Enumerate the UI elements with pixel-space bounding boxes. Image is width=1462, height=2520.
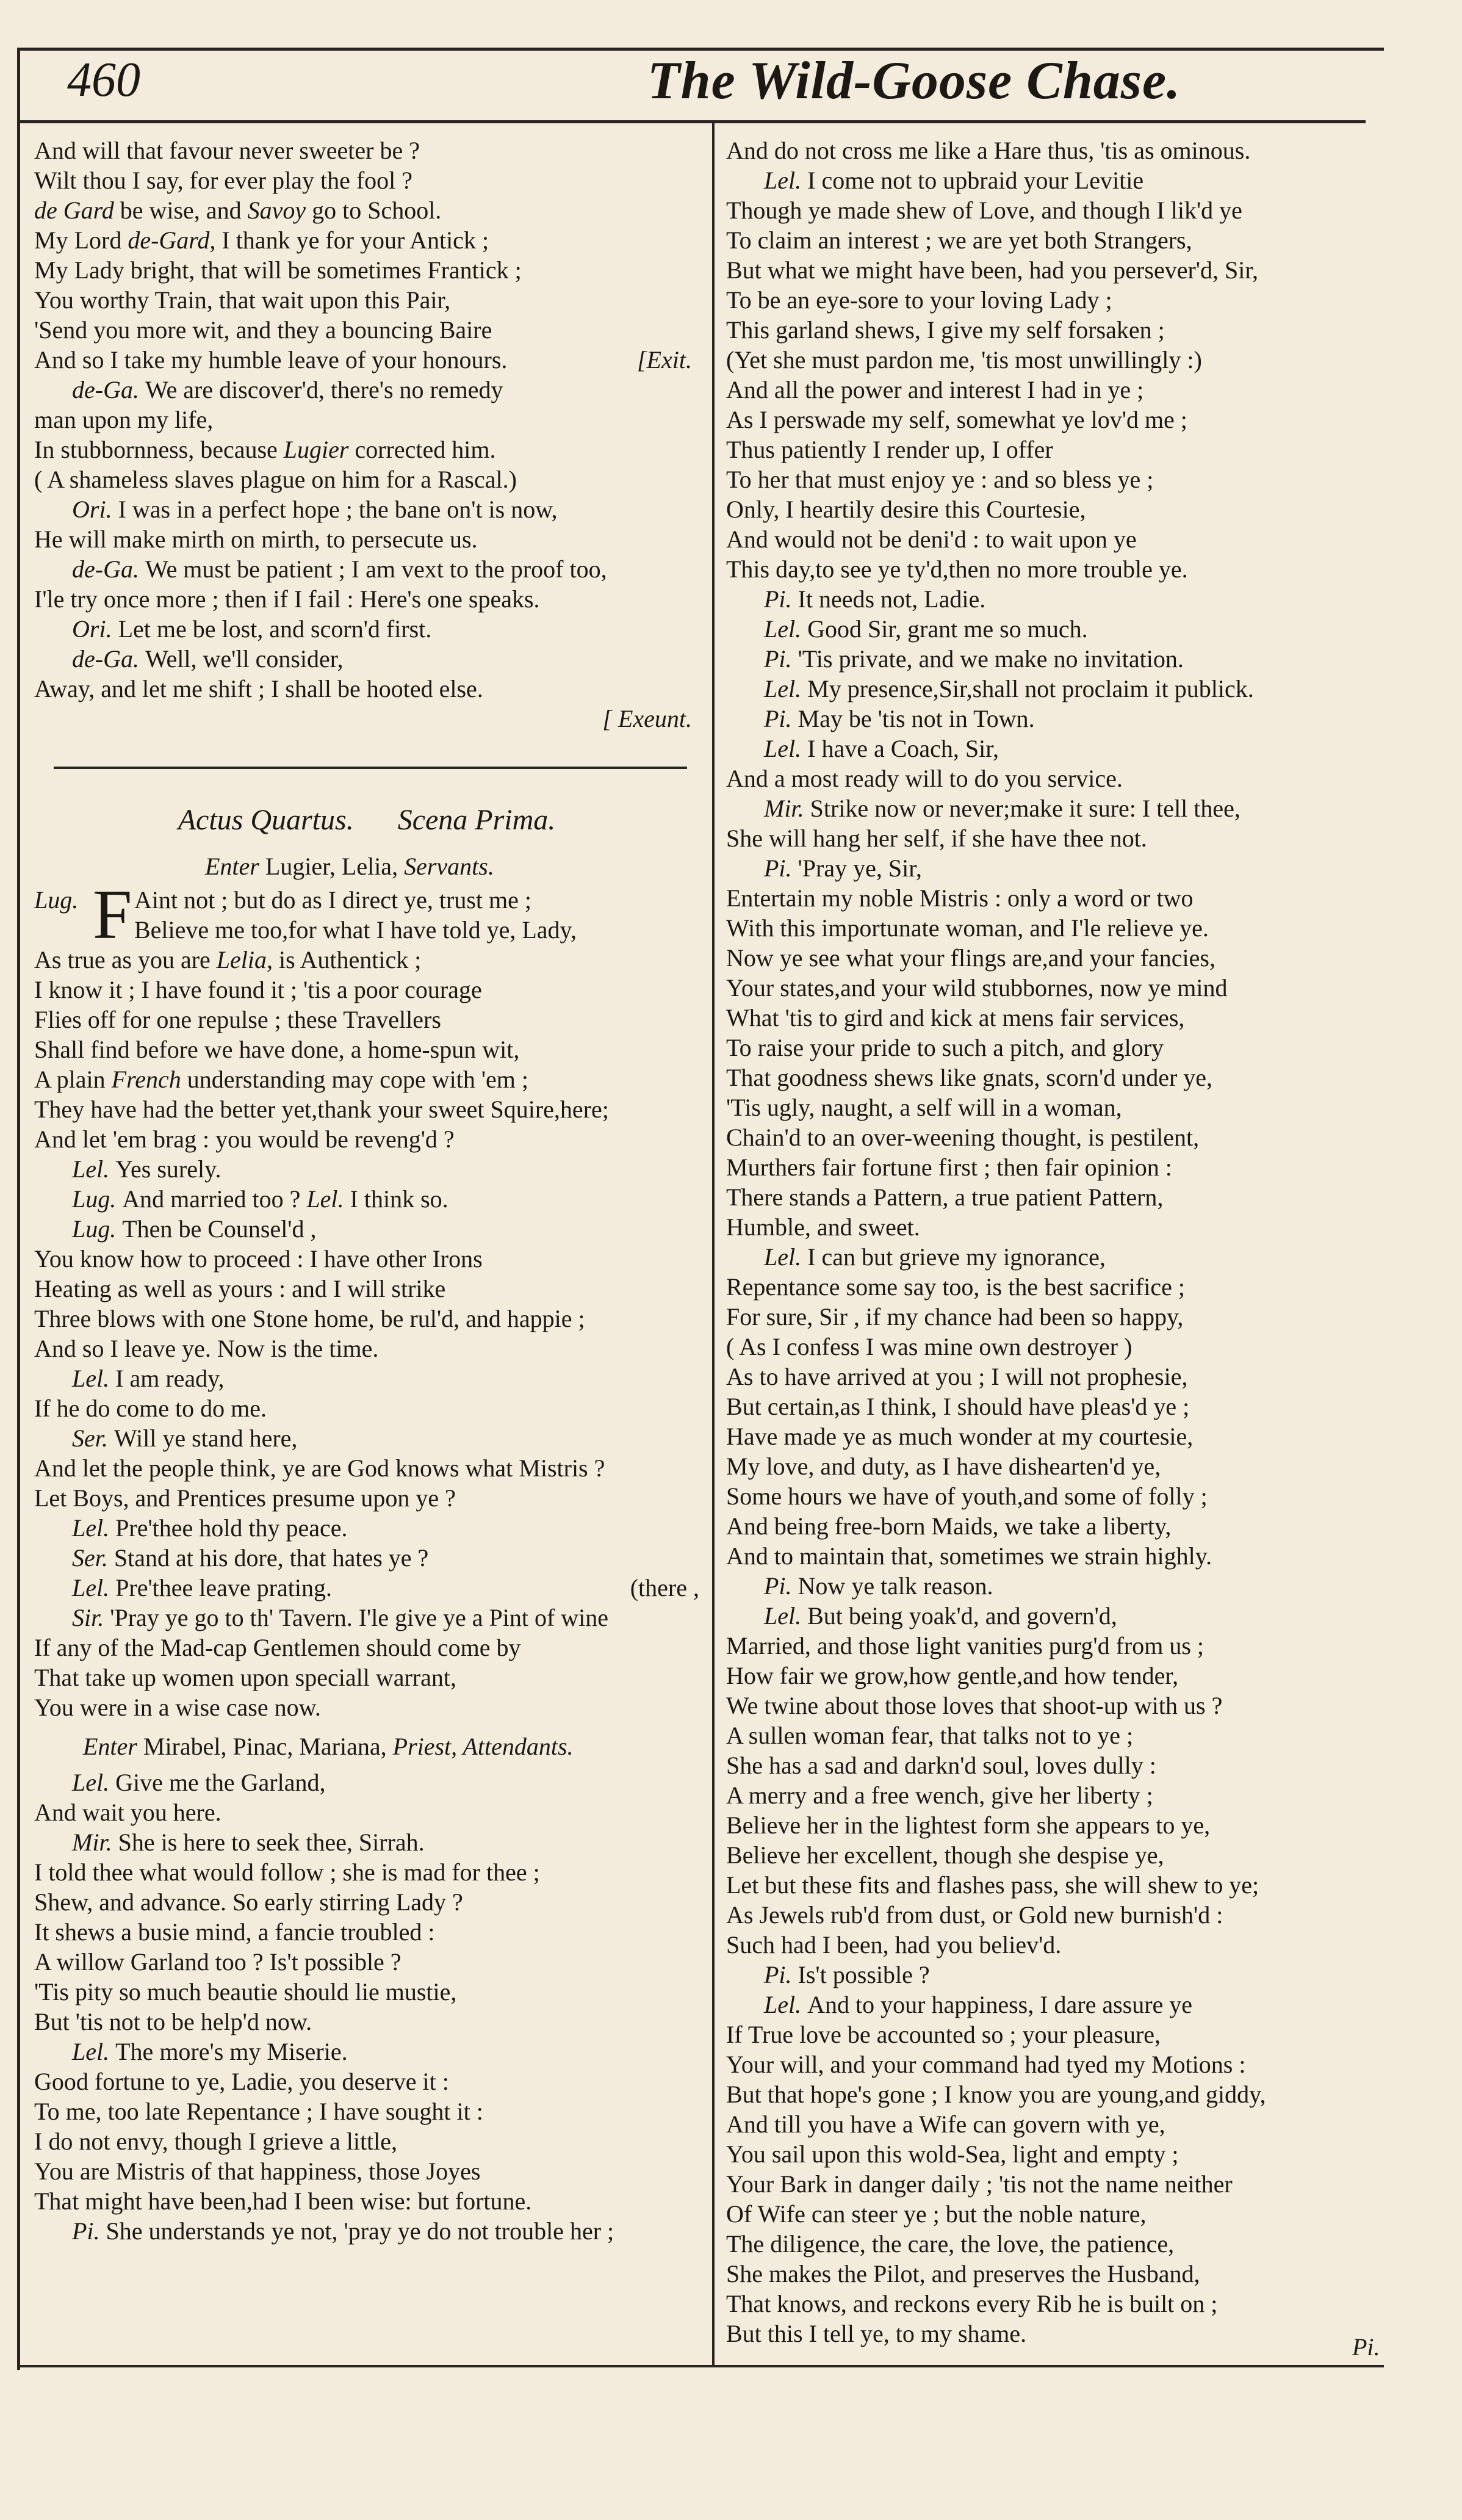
turnover-text: (there , <box>630 1574 699 1601</box>
verse-line: You were in a wise case now. <box>34 1694 321 1721</box>
verse-line: How fair we grow,how gentle,and how tender, <box>726 1662 1179 1689</box>
verse-line: Humble, and sweet. <box>726 1213 920 1241</box>
italic-name: de-Gard, <box>128 226 222 254</box>
verse-line: Now ye see what your flings are,and your fancies, <box>726 944 1215 972</box>
act-title: Actus Quartus. <box>178 804 354 836</box>
verse-line: For sure, Sir , if my chance had been so happy, <box>726 1303 1184 1330</box>
verse-line: But this I tell ye, to my shame. <box>726 2320 1027 2347</box>
verse-line: A willow Garland too ? Is't possible ? <box>34 1948 402 1976</box>
left-column <box>34 135 699 2246</box>
verse-line: Ori. I was in a perfect hope ; the bane on't is now, <box>72 496 558 523</box>
verse-line: To claim an interest ; we are yet both Strangers, <box>726 226 1192 254</box>
speaker-name: Pi. <box>72 2217 100 2245</box>
speaker-name: Ori. <box>72 615 112 643</box>
verse-line: Good fortune to ye, Ladie, you deserve it : <box>34 2068 449 2095</box>
verse-line: And so I leave ye. Now is the time. <box>34 1335 379 1362</box>
verse-line: Flies off for one repulse ; these Travellers <box>34 1006 441 1033</box>
speaker-name: Lel. <box>764 1243 802 1271</box>
verse-line: As to have arrived at you ; I will not prophesie, <box>726 1363 1188 1390</box>
drop-cap: F <box>93 876 132 954</box>
speaker-name: Lug. <box>72 1215 117 1243</box>
scene-lines-a <box>34 945 699 1722</box>
verse-line: Mir. She is here to seek thee, Sirrah. <box>72 1829 425 1856</box>
verse-line: Let but these fits and flashes pass, she will shew to ye; <box>726 1871 1259 1899</box>
verse-line: Lel. My presence,Sir,shall not proclaim it publick. <box>764 675 1254 702</box>
verse-line: Lel. I can but grieve my ignorance, <box>764 1243 1106 1271</box>
verse-line: Have made ye as much wonder at my courtesie, <box>726 1423 1194 1450</box>
verse-line: Such had I been, had you believ'd. <box>726 1931 1062 1959</box>
verse-line: To her that must enjoy ye : and so bless ye ; <box>726 466 1154 493</box>
verse-line: Ser. Stand at his dore, that hates ye ? <box>72 1544 429 1572</box>
verse-line: My love, and duty, as I have dishearten'd ye, <box>726 1453 1161 1480</box>
verse-line: Shall find before we have done, a home-spun wit, <box>34 1036 520 1063</box>
verse-line: My Lady bright, that will be sometimes Frantick ; <box>34 256 522 284</box>
verse-line: Thus patiently I render up, I offer <box>726 436 1053 463</box>
verse-line: But what we might have been, had you persever'd, Sir, <box>726 256 1259 284</box>
verse-line: What 'tis to gird and kick at mens fair services, <box>726 1004 1185 1031</box>
verse-line: Pi. 'Tis private, and we make no invitation. <box>764 645 1184 673</box>
verse-line <box>34 704 699 734</box>
verse-line: 'Send you more wit, and they a bouncing Baire <box>34 316 492 344</box>
verse-line: But certain,as I think, I should have pleas'd ye ; <box>726 1393 1190 1420</box>
verse-line: Lel. I have a Coach, Sir, <box>764 735 999 762</box>
speaker-name: Mir. <box>764 795 804 822</box>
verse-line: That knows, and reckons every Rib he is built on ; <box>726 2290 1218 2317</box>
verse-line: Believe her in the lightest form she appears to ye, <box>726 1811 1211 1839</box>
exit-direction: [Exit. <box>637 346 692 374</box>
verse-line: Pi. May be 'tis not in Town. <box>764 705 1035 732</box>
page-header <box>17 50 1359 117</box>
verse-line: Entertain my noble Mistris : only a word or two <box>726 884 1194 912</box>
verse-line: de-Ga. We are discover'd, there's no remedy <box>72 376 503 403</box>
scene-title: Scena Prima. <box>397 804 556 836</box>
verse-line: And being free-born Maids, we take a liberty, <box>726 1512 1172 1540</box>
verse-line: Married, and those light vanities purg'd from us ; <box>726 1632 1205 1659</box>
verse-line: And would not be deni'd : to wait upon ye <box>726 525 1137 553</box>
verse-line: You sail upon this wold-Sea, light and empty ; <box>726 2140 1179 2168</box>
verse-line: Pi. Now ye talk reason. <box>764 1572 993 1600</box>
verse-line: And a most ready will to do you service. <box>726 765 1123 792</box>
speaker-name: Lel. <box>764 735 802 762</box>
verse-line: ( As I confess I was mine own destroyer ) <box>726 1333 1133 1360</box>
speaker-name: Pi. <box>764 1961 792 1988</box>
verse-line: My Lord de-Gard, I thank ye for your Antick ; <box>34 226 489 254</box>
italic-name: Lel. <box>306 1185 350 1213</box>
verse-line: She makes the Pilot, and preserves the Husband, <box>726 2260 1200 2287</box>
speaker-name: Lel. <box>764 615 802 643</box>
verse-line: 'Tis pity so much beautie should lie mustie, <box>34 1978 457 2006</box>
verse-line: de-Ga. Well, we'll consider, <box>72 645 344 673</box>
speaker-name: Pi. <box>764 585 792 613</box>
verse-line: They have had the better yet,thank your sweet Squire,here; <box>34 1096 609 1123</box>
verse-line: And do not cross me like a Hare thus, 'tis as ominous. <box>726 137 1251 164</box>
italic-name: Lugier <box>283 436 355 463</box>
verse-line: To be an eye-sore to your loving Lady ; <box>726 286 1112 314</box>
verse-line: As true as you are Lelia, is Authentick ; <box>34 946 422 973</box>
italic-name: French <box>111 1066 187 1093</box>
verse-line: And let 'em brag : you would be reveng'd ? <box>34 1125 455 1153</box>
verse-line: If he do come to do me. <box>34 1395 267 1422</box>
verse-line: That might have been,had I been wise: but fortune. <box>34 2187 532 2215</box>
verse-line: Away, and let me shift ; I shall be hooted else. <box>34 675 483 702</box>
verse-line: Let Boys, and Prentices presume upon ye ? <box>34 1484 456 1512</box>
verse-line: I told thee what would follow ; she is mad for thee ; <box>34 1858 540 1886</box>
stage-direction-enter: Enter Lugier, Lelia, Servants. <box>205 853 494 880</box>
speaker-name: Lel. <box>764 167 802 194</box>
column-divider <box>712 120 715 2366</box>
verse-line: This day,to see ye ty'd,then no more trouble ye. <box>726 555 1188 583</box>
verse-line: That take up women upon speciall warrant, <box>34 1664 456 1691</box>
right-column <box>726 135 1374 2349</box>
verse-line: I know it ; I have found it ; 'tis a poor courage <box>34 976 482 1003</box>
verse-line: Wilt thou I say, for ever play the fool ? <box>34 167 413 194</box>
speaker-name: Ser. <box>72 1424 108 1452</box>
section-title <box>34 798 699 842</box>
speaker-name: Pi. <box>764 1572 792 1600</box>
speaker-name: Lel. <box>764 1991 802 2018</box>
verse-line: The diligence, the care, the love, the patience, <box>726 2230 1175 2258</box>
verse-line: That goodness shews like gnats, scorn'd under ye, <box>726 1064 1213 1091</box>
speaker-name: Lel. <box>72 1365 110 1392</box>
verse-line: Pi. It needs not, Ladie. <box>764 585 986 613</box>
verse-line: You know how to proceed : I have other Irons <box>34 1245 483 1273</box>
verse-line: de Gard be wise, and Savoy go to School. <box>34 197 442 224</box>
verse-line: And so I take my humble leave of your honours. [Exit. <box>34 346 692 374</box>
verse-line: Lel. Give me the Garland, <box>72 1769 326 1796</box>
verse-line: Lel. But being yoak'd, and govern'd, <box>764 1602 1117 1630</box>
verse-line: Lel. Yes surely. <box>72 1155 221 1183</box>
italic-name: Lelia, <box>216 946 279 973</box>
verse-line: If any of the Mad-cap Gentlemen should come by <box>34 1634 521 1661</box>
verse-line: Your states,and your wild stubbornes, now ye mind <box>726 974 1228 1002</box>
verse-line: But 'tis not to be help'd now. <box>34 2008 312 2035</box>
verse-line: Lel. The more's my Miserie. <box>72 2038 348 2065</box>
speaker-name: de-Ga. <box>72 645 139 673</box>
section-rule <box>54 767 687 769</box>
speaker-name: Lel. <box>72 1155 110 1183</box>
verse-line: Pi. Is't possible ? <box>764 1961 930 1988</box>
catchword: Pi. <box>1352 2333 1380 2361</box>
verse-line: 'Tis ugly, naught, a self will in a woman, <box>726 1094 1122 1121</box>
verse-line: As Jewels rub'd from dust, or Gold new burnish'd : <box>726 1901 1223 1929</box>
verse-line: To raise your pride to such a pitch, and glory <box>726 1034 1164 1061</box>
scene-lines-b <box>34 1767 699 2246</box>
verse-line: She will hang her self, if she have thee not. <box>726 825 1147 852</box>
speaker-name: Lel. <box>72 1574 110 1601</box>
verse-line: And wait you here. <box>34 1799 221 1826</box>
verse-line: In stubbornness, because Lugier corrected him. <box>34 436 496 463</box>
verse-line: He will make mirth on mirth, to persecute us. <box>34 525 478 553</box>
verse-line: Pi. She understands ye not, 'pray ye do not trouble her ; <box>72 2217 614 2245</box>
verse-line: Shew, and advance. So early stirring Lady ? <box>34 1888 463 1916</box>
stage-direction-enter-2: Enter Mirabel, Pinac, Mariana, Priest, Attendants. <box>83 1733 574 1760</box>
verse-line: Heating as well as yours : and I will strike <box>34 1275 446 1302</box>
verse-line: You are Mistris of that happiness, those Joyes <box>34 2157 481 2185</box>
verse-line: Lug. Then be Counsel'd , <box>72 1215 317 1243</box>
verse-line: And till you have a Wife can govern with ye, <box>726 2110 1165 2138</box>
speaker-name: Lel. <box>764 675 802 702</box>
verse-line: To me, too late Repentance ; I have sought it : <box>34 2098 483 2125</box>
verse-line: A merry and a free wench, give her liberty ; <box>726 1782 1153 1809</box>
speaker-name: Sir. <box>72 1604 104 1631</box>
verse-line: Lel. I come not to upbraid your Levitie <box>764 167 1144 194</box>
verse-line: A plain French understanding may cope with 'em ; <box>34 1066 528 1093</box>
verse-line: ( A shameless slaves plague on him for a Rascal.) <box>34 466 517 493</box>
bottom-rule <box>17 2365 1384 2367</box>
speaker-name: Pi. <box>764 705 792 732</box>
verse-line: Only, I heartily desire this Courtesie, <box>726 496 1086 523</box>
verse-line: I'le try once more ; then if I fail : Here's one speaks. <box>34 585 540 613</box>
speaker-name: Lel. <box>72 2038 110 2065</box>
verse-line: Lel. I am ready, <box>72 1365 225 1392</box>
verse-line: Believe her excellent, though she despise ye, <box>726 1841 1164 1869</box>
verse-line: Pi. 'Pray ye, Sir, <box>764 854 922 882</box>
verse-line: Lel. Pre'thee leave prating. (there , <box>72 1574 699 1601</box>
verse-line: She has a sad and darkn'd soul, loves dully : <box>726 1752 1156 1779</box>
verse-line: Lel. Good Sir, grant me so much. <box>764 615 1088 643</box>
speaker-name: de-Ga. <box>72 555 139 583</box>
verse-line: Murthers fair fortune first ; then fair opinion : <box>726 1153 1172 1181</box>
page-number: 460 <box>67 53 140 107</box>
verse-line: There stands a Pattern, a true patient Pattern, <box>726 1183 1164 1211</box>
verse-line: You worthy Train, that wait upon this Pair, <box>34 286 451 314</box>
verse-line: As I perswade my self, somewhat ye lov'd me ; <box>726 406 1187 433</box>
speaker-name: Pi. <box>764 854 792 882</box>
verse-line: Lel. Pre'thee hold thy peace. <box>72 1514 348 1542</box>
verse-line: Your Bark in danger daily ; 'tis not the name neither <box>726 2170 1233 2198</box>
verse-line: With this importunate woman, and I'le relieve ye. <box>726 914 1209 942</box>
verse-line: This garland shews, I give my self forsaken ; <box>726 316 1165 344</box>
verse-line: And to maintain that, sometimes we strain highly. <box>726 1542 1212 1570</box>
scene-end-lines <box>34 135 699 734</box>
verse-line: Repentance some say too, is the best sacrifice ; <box>726 1273 1185 1301</box>
speaker-name: Ser. <box>72 1544 108 1572</box>
verse-line: Ser. Will ye stand here, <box>72 1424 298 1452</box>
speaker-name: Lel. <box>72 1769 110 1796</box>
verse-line: de-Ga. We must be patient ; I am vext to the proof too, <box>72 555 607 583</box>
verse-line: We twine about those loves that shoot-up with us ? <box>726 1692 1223 1719</box>
verse-line: I do not envy, though I grieve a little, <box>34 2128 398 2155</box>
exit-direction: [ Exeunt. <box>602 705 692 732</box>
verse-line: Ori. Let me be lost, and scorn'd first. <box>72 615 432 643</box>
verse-line: man upon my life, <box>34 406 214 433</box>
verse-line: And let the people think, ye are God knows what Mistris ? <box>34 1454 605 1482</box>
verse-line: Though ye made shew of Love, and though I lik'd ye <box>726 197 1242 224</box>
verse-line: If True love be accounted so ; your pleasure, <box>726 2021 1161 2048</box>
verse-line: Your will, and your command had tyed my Motions : <box>726 2051 1246 2078</box>
speaker-name: Lel. <box>764 1602 802 1630</box>
verse-line: A sullen woman fear, that talks not to ye ; <box>726 1722 1134 1749</box>
verse-line: Lel. And to your happiness, I dare assure ye <box>764 1991 1193 2018</box>
verse-line: It shews a busie mind, a fancie troubled : <box>34 1918 435 1946</box>
speaker-name: Lel. <box>72 1514 110 1542</box>
header-rule <box>17 120 1366 123</box>
verse-line: But that hope's gone ; I know you are young,and giddy, <box>726 2081 1266 2108</box>
verse-line: Of Wife can steer ye ; but the noble nature, <box>726 2200 1147 2228</box>
verse-line: (Yet she must pardon me, 'tis most unwillingly :) <box>726 346 1202 374</box>
verse-line: Some hours we have of youth,and some of folly ; <box>726 1482 1208 1510</box>
verse-line: Chain'd to an over-weening thought, is pestilent, <box>726 1124 1200 1151</box>
speaker-name: Mir. <box>72 1829 112 1856</box>
verse-line: Sir. 'Pray ye go to th' Tavern. I'le give ye a Pint of wine <box>72 1604 609 1631</box>
verse-line: Lug. And married too ? Lel. I think so. <box>72 1185 448 1213</box>
dropcap-speech: Lug. F Aint not ; but do as I direct ye, trust me ; Believe me too,for what I have told ye, Lady, <box>34 876 577 954</box>
speaker-name: Lug. <box>72 1185 117 1213</box>
verse-line: And will that favour never sweeter be ? <box>34 137 420 164</box>
verse-line: And all the power and interest I had in ye ; <box>726 376 1144 403</box>
speaker-name: Pi. <box>764 645 792 673</box>
running-title: The Wild-Goose Chase. <box>647 51 1181 110</box>
scene-lines-c <box>726 135 1374 2349</box>
speaker-name: de-Ga. <box>72 376 139 403</box>
verse-line: Three blows with one Stone home, be rul'd, and happie ; <box>34 1305 585 1332</box>
italic-name: Savoy <box>247 197 312 224</box>
speaker-name: Ori. <box>72 496 112 523</box>
speaker-name: de Gard <box>34 197 114 224</box>
verse-line: Mir. Strike now or never;make it sure: I tell thee, <box>764 795 1241 822</box>
